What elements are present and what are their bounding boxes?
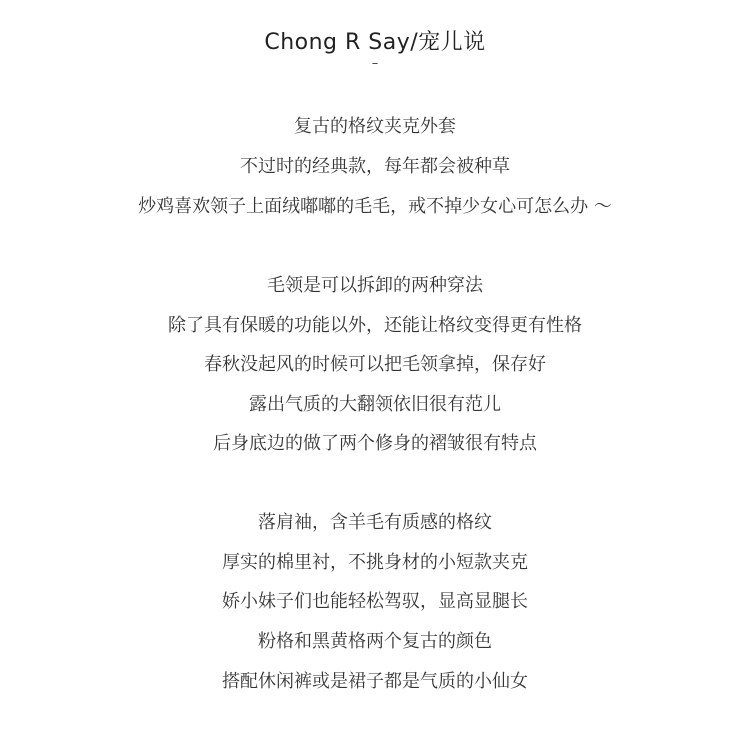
paragraph-2-line-5: 后身底边的做了两个修身的褶皱很有特点 bbox=[213, 433, 537, 454]
paragraph-2-line-1: 毛领是可以拆卸的两种穿法 bbox=[267, 275, 483, 296]
paragraph-2-line-2: 除了具有保暖的功能以外，还能让格纹变得更有性格 bbox=[168, 315, 582, 336]
page-title: Chong R Say/宠儿说 bbox=[264, 30, 486, 55]
paragraph-3-line-5: 搭配休闲裤或是裙子都是气质的小仙女 bbox=[222, 671, 528, 692]
paragraph-3-line-3: 娇小妹子们也能轻松驾驭，显高显腿长 bbox=[222, 591, 528, 612]
paragraph-2-line-3: 春秋没起风的时候可以把毛领拿掉，保存好 bbox=[204, 354, 546, 375]
paragraph-1-line-3: 炒鸡喜欢领子上面绒嘟嘟的毛毛，戒不掉少女心可怎么办 ～ bbox=[138, 196, 612, 217]
paragraph-3-line-1: 落肩袖，含羊毛有质感的格纹 bbox=[258, 512, 492, 533]
paragraph-1-line-2: 不过时的经典款，每年都会被种草 bbox=[240, 156, 510, 177]
title-divider: – bbox=[371, 56, 379, 71]
paragraph-2-line-4: 露出气质的大翻领依旧很有范儿 bbox=[249, 394, 501, 415]
paragraph-3-line-4: 粉格和黑黄格两个复古的颜色 bbox=[258, 631, 492, 652]
paragraph-1-line-1: 复古的格纹夹克外套 bbox=[294, 116, 456, 137]
paragraph-3-line-2: 厚实的棉里衬，不挑身材的小短款夹克 bbox=[222, 552, 528, 573]
